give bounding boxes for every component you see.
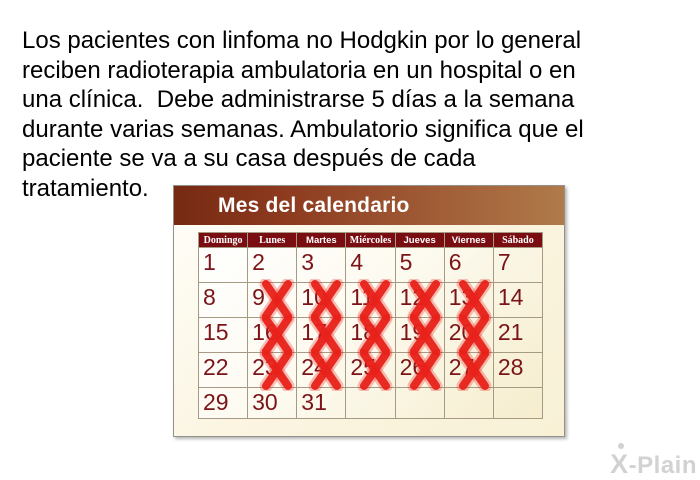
day-number <box>346 388 394 390</box>
calendar-panel <box>173 185 565 437</box>
calendar-day-cell <box>199 318 248 353</box>
weekday-header: Sábado <box>494 233 543 248</box>
calendar-day-cell <box>494 318 543 353</box>
calendar-day-cell <box>346 318 395 353</box>
calendar-day-cell <box>494 248 543 283</box>
calendar-day-cell <box>396 248 445 283</box>
calendar-day-cell <box>445 318 494 353</box>
day-number: 21 <box>497 319 524 345</box>
day-number: 4 <box>350 249 364 275</box>
xplain-logo-text: -Plain <box>628 452 697 479</box>
day-number: 2 <box>252 249 265 275</box>
day-number: 16 <box>252 319 278 345</box>
day-number <box>494 388 542 390</box>
day-number: 31 <box>301 389 327 415</box>
calendar-day-cell <box>248 318 297 353</box>
calendar-header <box>174 186 564 225</box>
calendar-day-cell <box>297 353 346 388</box>
calendar-day-cell <box>248 283 297 318</box>
xplain-logo-x-letter: X <box>610 449 629 479</box>
body-text-line: una clínica. Debe administrarse 5 días a la semana <box>22 86 575 113</box>
day-number <box>445 388 493 390</box>
day-number: 19 <box>399 319 426 345</box>
weekday-header: Domingo <box>199 233 248 248</box>
calendar-day-cell <box>297 388 346 419</box>
calendar-day-cell <box>346 353 395 388</box>
calendar-day-cell <box>396 353 445 388</box>
calendar-day-cell <box>445 248 494 283</box>
day-number: 29 <box>203 389 229 415</box>
body-text-line: durante varias semanas. Ambulatorio significa que el <box>22 115 584 143</box>
day-number: 24 <box>301 354 327 380</box>
day-number: 10 <box>301 284 327 310</box>
body-text <box>22 26 694 203</box>
calendar-day-cell <box>248 353 297 388</box>
calendar-day-cell <box>396 388 445 419</box>
calendar-day-cell <box>199 388 248 419</box>
calendar-day-cell <box>248 388 297 419</box>
day-number: 6 <box>448 249 462 275</box>
weekday-header: Miércoles <box>346 233 395 248</box>
calendar-grid <box>198 232 543 419</box>
calendar-day-cell <box>445 283 494 318</box>
calendar-day-cell <box>494 283 543 318</box>
day-number: 5 <box>399 249 413 275</box>
day-number: 20 <box>448 319 475 345</box>
day-number: 17 <box>301 319 327 345</box>
body-text-line: paciente se va a su casa después de cada <box>22 145 476 172</box>
calendar-day-cell <box>346 248 395 283</box>
day-number: 25 <box>350 354 377 380</box>
body-text-line: Los pacientes con linfoma no Hodgkin por lo general <box>22 27 582 54</box>
day-number: 15 <box>203 319 229 345</box>
weekday-header: Viernes <box>445 233 494 248</box>
day-number: 30 <box>252 389 278 415</box>
day-number: 22 <box>203 354 229 380</box>
day-number: 26 <box>399 354 426 380</box>
calendar-day-cell <box>199 283 248 318</box>
calendar-day-cell <box>248 248 297 283</box>
day-number: 14 <box>497 284 524 310</box>
calendar-day-cell <box>199 353 248 388</box>
day-number: 7 <box>497 249 511 275</box>
calendar-day-cell <box>445 388 494 419</box>
day-number: 23 <box>252 354 278 380</box>
day-number: 13 <box>448 284 475 310</box>
calendar-day-cell <box>297 283 346 318</box>
body-text-line: reciben radioterapia ambulatoria en un hospital o en <box>22 56 576 84</box>
day-number: 1 <box>203 249 216 275</box>
calendar-day-cell <box>494 353 543 388</box>
day-number <box>396 388 444 390</box>
calendar-day-cell <box>494 388 543 419</box>
body-text-line: tratamiento. <box>22 174 149 202</box>
day-number: 8 <box>203 284 216 310</box>
day-number: 18 <box>350 319 377 345</box>
calendar-day-cell <box>346 283 395 318</box>
day-number: 3 <box>301 249 315 275</box>
calendar-day-cell <box>297 318 346 353</box>
xplain-logo <box>610 451 697 478</box>
day-number: 28 <box>497 354 524 380</box>
day-number: 11 <box>350 284 375 310</box>
calendar-day-cell <box>396 283 445 318</box>
day-number: 9 <box>252 284 265 310</box>
calendar-title: Mes del calendario <box>218 193 410 217</box>
calendar-day-cell <box>445 353 494 388</box>
weekday-header: Jueves <box>396 233 445 248</box>
weekday-header: Lunes <box>248 233 297 248</box>
calendar-day-cell <box>199 248 248 283</box>
day-number: 12 <box>399 284 426 310</box>
calendar-day-cell <box>297 248 346 283</box>
weekday-header: Martes <box>297 233 346 248</box>
day-number: 27 <box>448 354 475 380</box>
calendar-day-cell <box>396 318 445 353</box>
calendar-day-cell <box>346 388 395 419</box>
xplain-logo-x-icon <box>610 449 629 479</box>
